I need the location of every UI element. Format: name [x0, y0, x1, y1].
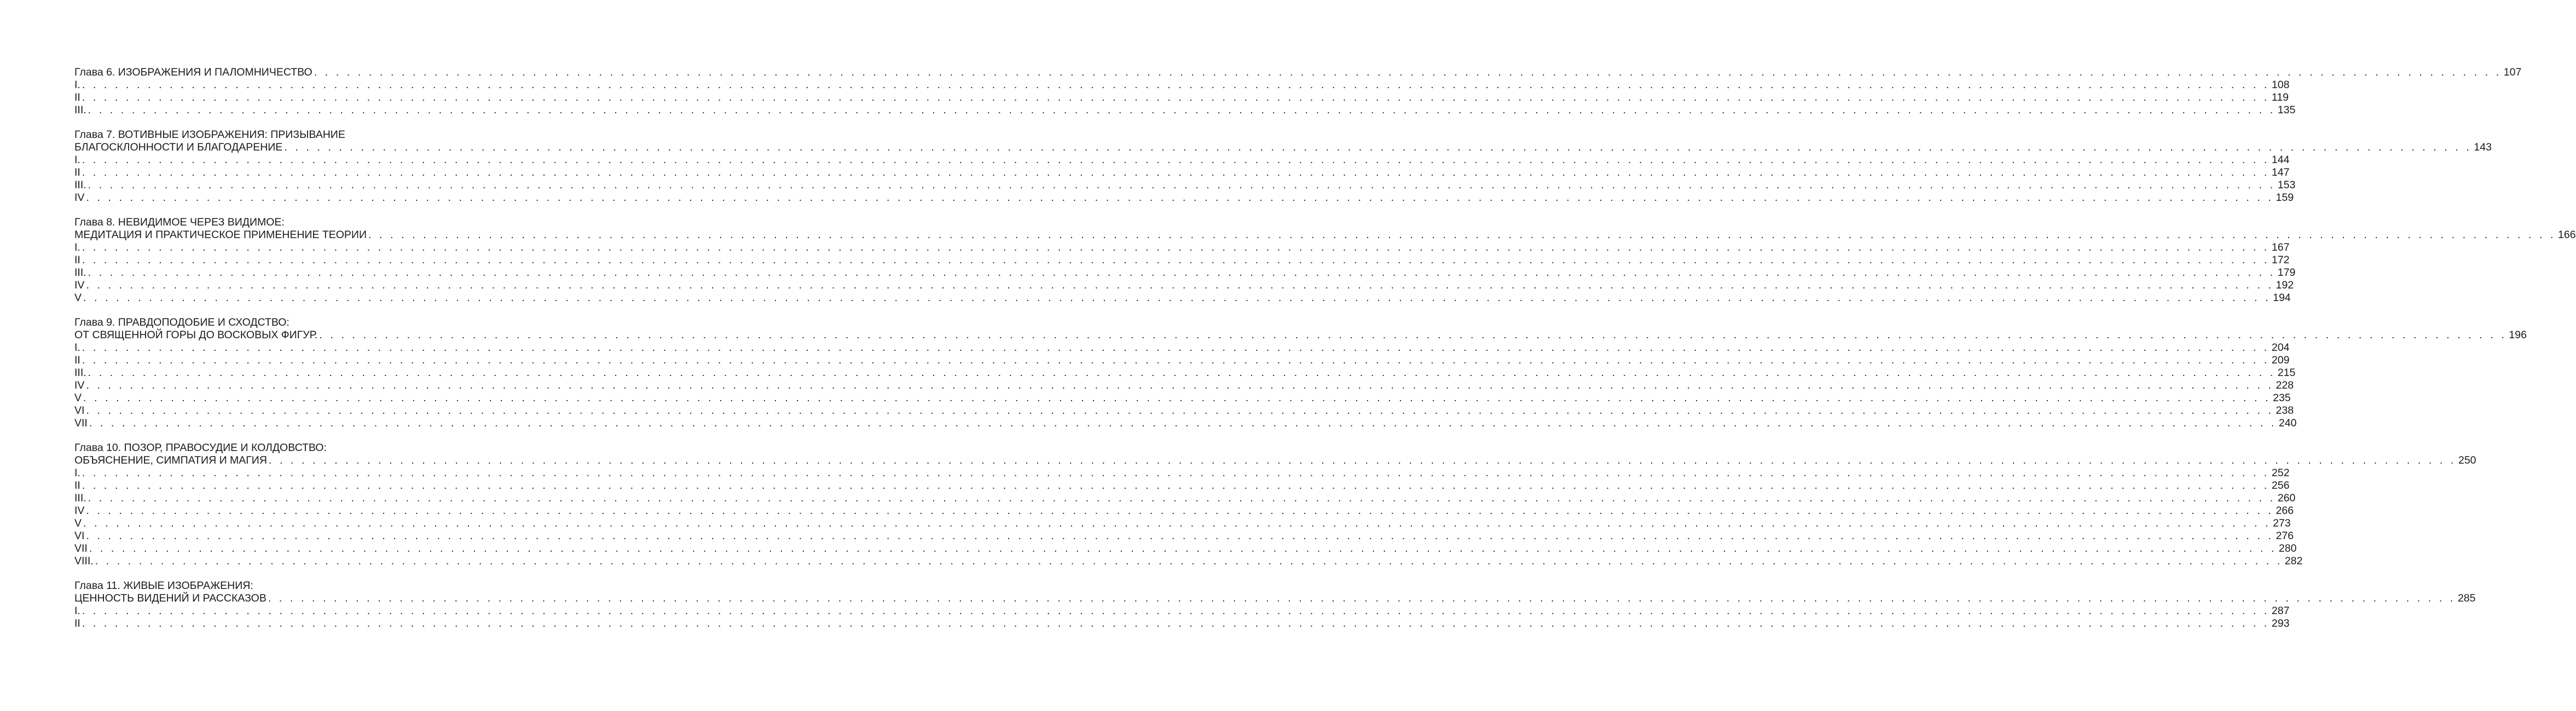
- section-entry: [74, 79, 2290, 91]
- dot-leader: . . . . . . . . . . . . . . . . . . . . . . . . . . . . . . . . . . . . . . . . . . . . . . . . . . . . . . . . . . . . . . . . . . . . . . . . . . . . . . . . . . . . . . . . . . . . . . . . . . . . . . . . . . . . . . . . . . . . . . . . . . . . . . . . . . . . . . . . . . . . . . . . . . . . . . . . . . . . . . . . . . . . . . . . . . . . . . . . . . . . . . . . . . . . . . . . . . . . . . . .: [82, 241, 2270, 253]
- dot-leader: . . . . . . . . . . . . . . . . . . . . . . . . . . . . . . . . . . . . . . . . . . . . . . . . . . . . . . . . . . . . . . . . . . . . . . . . . . . . . . . . . . . . . . . . . . . . . . . . . . . . . . . . . . . . . . . . . . . . . . . . . . . . . . . . . . . . . . . . . . . . . . . . . . . . . . . . . . . . . . . . . . . . . . . . . . . . . . . . . . . . . . . . . . . . . . . . . . . . . . . .: [82, 254, 2270, 266]
- toc-entry-text: ЦЕННОСТЬ ВИДЕНИЙ И РАССКАЗОВ: [74, 592, 267, 604]
- section-entry: [74, 254, 2290, 267]
- page-number: 192: [2276, 279, 2294, 291]
- page-number: 240: [2278, 417, 2297, 429]
- toc-entry-text: VII: [74, 542, 88, 554]
- dot-leader: . . . . . . . . . . . . . . . . . . . . . . . . . . . . . . . . . . . . . . . . . . . . . . . . . . . . . . . . . . . . . . . . . . . . . . . . . . . . . . . . . . . . . . . . . . . . . . . . . . . . . . . . . . . . . . . . . . . . . . . . . . . . . . . . . . . . . . . . . . . . . . . . . . . . . . . . . . . . . . . . . . . . . . . . . . . . . . . . . . . . . . . . . . . . . . . . . . . . . . . .: [86, 404, 2274, 417]
- dot-leader: . . . . . . . . . . . . . . . . . . . . . . . . . . . . . . . . . . . . . . . . . . . . . . . . . . . . . . . . . . . . . . . . . . . . . . . . . . . . . . . . . . . . . . . . . . . . . . . . . . . . . . . . . . . . . . . . . . . . . . . . . . . . . . . . . . . . . . . . . . . . . . . . . . . . . . . . . . . . . . . . . . . . . . . . . . . . . . . . . . . . . . . . . . . . . . . . . . . . . . . .: [86, 192, 2274, 204]
- page-number: 287: [2271, 605, 2290, 617]
- chapter-block: [74, 66, 2522, 117]
- toc-entry-text: V: [74, 517, 82, 529]
- page-number: 252: [2271, 467, 2290, 479]
- toc-entry-text: IV: [74, 279, 85, 291]
- section-entry: [74, 91, 2289, 104]
- chapter-block: [74, 442, 2476, 568]
- toc-entry-text: ОБЪЯСНЕНИЕ, СИМПАТИЯ И МАГИЯ: [74, 454, 267, 466]
- page-number: 204: [2271, 342, 2290, 354]
- dot-leader: . . . . . . . . . . . . . . . . . . . . . . . . . . . . . . . . . . . . . . . . . . . . . . . . . . . . . . . . . . . . . . . . . . . . . . . . . . . . . . . . . . . . . . . . . . . . . . . . . . . . . . . . . . . . . . . . . . . . . . . . . . . . . . . . . . . . . . . . . . . . . . . . . . . . . . . . . . . . . . . . . . . . . . . . . . . . . . . . . . . . . . . . . . . . . . . . . . . . . . . .: [268, 592, 2456, 604]
- page-number: 282: [2284, 555, 2303, 567]
- toc-entry-text: V: [74, 292, 82, 304]
- dot-leader: . . . . . . . . . . . . . . . . . . . . . . . . . . . . . . . . . . . . . . . . . . . . . . . . . . . . . . . . . . . . . . . . . . . . . . . . . . . . . . . . . . . . . . . . . . . . . . . . . . . . . . . . . . . . . . . . . . . . . . . . . . . . . . . . . . . . . . . . . . . . . . . . . . . . . . . . . . . . . . . . . . . . . . . . . . . . . . . . . . . . . . . . . . . . . . . . . . . . . . . .: [86, 279, 2274, 291]
- toc-entry-text: IV: [74, 192, 85, 204]
- dot-leader: . . . . . . . . . . . . . . . . . . . . . . . . . . . . . . . . . . . . . . . . . . . . . . . . . . . . . . . . . . . . . . . . . . . . . . . . . . . . . . . . . . . . . . . . . . . . . . . . . . . . . . . . . . . . . . . . . . . . . . . . . . . . . . . . . . . . . . . . . . . . . . . . . . . . . . . . . . . . . . . . . . . . . . . . . . . . . . . . . . . . . . . . . . . . . . . . . . . . . . . .: [268, 454, 2456, 466]
- page-number: 250: [2458, 454, 2476, 466]
- toc-entry-text: III.: [74, 267, 86, 279]
- toc-entry-text: I.: [74, 241, 80, 253]
- toc-entry-text: V: [74, 392, 82, 404]
- dot-leader: . . . . . . . . . . . . . . . . . . . . . . . . . . . . . . . . . . . . . . . . . . . . . . . . . . . . . . . . . . . . . . . . . . . . . . . . . . . . . . . . . . . . . . . . . . . . . . . . . . . . . . . . . . . . . . . . . . . . . . . . . . . . . . . . . . . . . . . . . . . . . . . . . . . . . . . . . . . . . . . . . . . . . . . . . . . . . . . . . . . . . . . . . . . . . . . . . . . . . . . .: [82, 617, 2270, 629]
- toc-entry-text: III.: [74, 492, 86, 504]
- dot-leader: . . . . . . . . . . . . . . . . . . . . . . . . . . . . . . . . . . . . . . . . . . . . . . . . . . . . . . . . . . . . . . . . . . . . . . . . . . . . . . . . . . . . . . . . . . . . . . . . . . . . . . . . . . . . . . . . . . . . . . . . . . . . . . . . . . . . . . . . . . . . . . . . . . . . . . . . . . . . . . . . . . . . . . . . . . . . . . . . . . . . . . . . . . . . . . . . . . . . . . . .: [82, 479, 2270, 492]
- toc-entry-text: I.: [74, 79, 80, 91]
- toc-entry-text: II: [74, 354, 80, 366]
- chapter-title-line: [74, 141, 2492, 154]
- toc-entry-text: II: [74, 479, 80, 492]
- section-entry: [74, 505, 2294, 517]
- section-entry: [74, 492, 2296, 505]
- dot-leader: . . . . . . . . . . . . . . . . . . . . . . . . . . . . . . . . . . . . . . . . . . . . . . . . . . . . . . . . . . . . . . . . . . . . . . . . . . . . . . . . . . . . . . . . . . . . . . . . . . . . . . . . . . . . . . . . . . . . . . . . . . . . . . . . . . . . . . . . . . . . . . . . . . . . . . . . . . . . . . . . . . . . . . . . . . . . . . . . . . . . . . . . . . . . . . . . . . . . . . . .: [319, 329, 2507, 341]
- section-entry: [74, 279, 2294, 292]
- page-number: 172: [2271, 254, 2290, 266]
- page-number: 119: [2271, 91, 2289, 103]
- page-number: 153: [2277, 179, 2296, 191]
- toc-entry-text: VI: [74, 530, 85, 542]
- page-number: 215: [2277, 367, 2296, 379]
- dot-leader: . . . . . . . . . . . . . . . . . . . . . . . . . . . . . . . . . . . . . . . . . . . . . . . . . . . . . . . . . . . . . . . . . . . . . . . . . . . . . . . . . . . . . . . . . . . . . . . . . . . . . . . . . . . . . . . . . . . . . . . . . . . . . . . . . . . . . . . . . . . . . . . . . . . . . . . . . . . . . . . . . . . . . . . . . . . . . . . . . . . . . . . . . . . . . . . . . . . . . . . .: [83, 292, 2271, 304]
- section-entry: [74, 617, 2290, 630]
- section-entry: [74, 417, 2297, 430]
- dot-leader: . . . . . . . . . . . . . . . . . . . . . . . . . . . . . . . . . . . . . . . . . . . . . . . . . . . . . . . . . . . . . . . . . . . . . . . . . . . . . . . . . . . . . . . . . . . . . . . . . . . . . . . . . . . . . . . . . . . . . . . . . . . . . . . . . . . . . . . . . . . . . . . . . . . . . . . . . . . . . . . . . . . . . . . . . . . . . . . . . . . . . . . . . . . . . . . . . . . . . . . .: [83, 392, 2271, 404]
- dot-leader: . . . . . . . . . . . . . . . . . . . . . . . . . . . . . . . . . . . . . . . . . . . . . . . . . . . . . . . . . . . . . . . . . . . . . . . . . . . . . . . . . . . . . . . . . . . . . . . . . . . . . . . . . . . . . . . . . . . . . . . . . . . . . . . . . . . . . . . . . . . . . . . . . . . . . . . . . . . . . . . . . . . . . . . . . . . . . . . . . . . . . . . . . . . . . . . . . . . . . . . .: [89, 542, 2277, 554]
- chapter-block: [74, 216, 2576, 304]
- toc-entry-text: Глава 9. ПРАВДОПОДОБИЕ И СХОДСТВО:: [74, 316, 290, 328]
- section-entry: [74, 292, 2291, 304]
- section-entry: [74, 166, 2290, 179]
- toc-entry-text: МЕДИТАЦИЯ И ПРАКТИЧЕСКОЕ ПРИМЕНЕНИЕ ТЕОРИИ: [74, 229, 367, 241]
- page-number: 108: [2271, 79, 2290, 91]
- chapter-title-line: [74, 66, 2522, 79]
- page-number: 194: [2273, 292, 2291, 304]
- section-entry: [74, 267, 2296, 279]
- section-entry: [74, 530, 2294, 542]
- page-number: 143: [2474, 141, 2492, 153]
- toc-entry-text: I.: [74, 605, 80, 617]
- dot-leader: . . . . . . . . . . . . . . . . . . . . . . . . . . . . . . . . . . . . . . . . . . . . . . . . . . . . . . . . . . . . . . . . . . . . . . . . . . . . . . . . . . . . . . . . . . . . . . . . . . . . . . . . . . . . . . . . . . . . . . . . . . . . . . . . . . . . . . . . . . . . . . . . . . . . . . . . . . . . . . . . . . . . . . . . . . . . . . . . . . . . . . . . . . . . . . . . . . . . . . . .: [88, 104, 2276, 116]
- dot-leader: . . . . . . . . . . . . . . . . . . . . . . . . . . . . . . . . . . . . . . . . . . . . . . . . . . . . . . . . . . . . . . . . . . . . . . . . . . . . . . . . . . . . . . . . . . . . . . . . . . . . . . . . . . . . . . . . . . . . . . . . . . . . . . . . . . . . . . . . . . . . . . . . . . . . . . . . . . . . . . . . . . . . . . . . . . . . . . . . . . . . . . . . . . . . . . . . . . . . . . . .: [284, 141, 2472, 153]
- section-entry: [74, 555, 2303, 568]
- toc-entry-text: Глава 7. ВОТИВНЫЕ ИЗОБРАЖЕНИЯ: ПРИЗЫВАНИЕ: [74, 129, 345, 141]
- toc-entry-text: Глава 11. ЖИВЫЕ ИЗОБРАЖЕНИЯ:: [74, 580, 253, 592]
- page-number: 228: [2276, 379, 2294, 391]
- page-number: 276: [2276, 530, 2294, 542]
- page-number: 196: [2509, 329, 2527, 341]
- dot-leader: . . . . . . . . . . . . . . . . . . . . . . . . . . . . . . . . . . . . . . . . . . . . . . . . . . . . . . . . . . . . . . . . . . . . . . . . . . . . . . . . . . . . . . . . . . . . . . . . . . . . . . . . . . . . . . . . . . . . . . . . . . . . . . . . . . . . . . . . . . . . . . . . . . . . . . . . . . . . . . . . . . . . . . . . . . . . . . . . . . . . . . . . . . . . . . . . . . . . . . . .: [82, 166, 2270, 178]
- chapter-title-line: [74, 129, 479, 141]
- page-number: 179: [2277, 267, 2296, 279]
- page-number: 107: [2503, 66, 2522, 78]
- chapter-title-line: [74, 229, 2576, 241]
- page-number: 285: [2457, 592, 2476, 604]
- page-number: 266: [2276, 505, 2294, 517]
- dot-leader: . . . . . . . . . . . . . . . . . . . . . . . . . . . . . . . . . . . . . . . . . . . . . . . . . . . . . . . . . . . . . . . . . . . . . . . . . . . . . . . . . . . . . . . . . . . . . . . . . . . . . . . . . . . . . . . . . . . . . . . . . . . . . . . . . . . . . . . . . . . . . . . . . . . . . . . . . . . . . . . . . . . . . . . . . . . . . . . . . . . . . . . . . . . . . . . . . . . . . . . .: [88, 267, 2276, 279]
- dot-leader: . . . . . . . . . . . . . . . . . . . . . . . . . . . . . . . . . . . . . . . . . . . . . . . . . . . . . . . . . . . . . . . . . . . . . . . . . . . . . . . . . . . . . . . . . . . . . . . . . . . . . . . . . . . . . . . . . . . . . . . . . . . . . . . . . . . . . . . . . . . . . . . . . . . . . . . . . . . . . . . . . . . . . . . . . . . . . . . . . . . . . . . . . . . . . . . . . . . . . . . .: [82, 154, 2270, 166]
- section-entry: [74, 367, 2296, 379]
- toc-entry-text: II: [74, 617, 80, 629]
- chapter-title-line: [74, 442, 479, 454]
- section-entry: [74, 517, 2291, 530]
- dot-leader: . . . . . . . . . . . . . . . . . . . . . . . . . . . . . . . . . . . . . . . . . . . . . . . . . . . . . . . . . . . . . . . . . . . . . . . . . . . . . . . . . . . . . . . . . . . . . . . . . . . . . . . . . . . . . . . . . . . . . . . . . . . . . . . . . . . . . . . . . . . . . . . . . . . . . . . . . . . . . . . . . . . . . . . . . . . . . . . . . . . . . . . . . . . . . . . . . . . . . . . .: [88, 492, 2276, 504]
- section-entry: [74, 404, 2294, 417]
- chapter-title-line: [74, 454, 2476, 467]
- section-entry: [74, 192, 2294, 204]
- chapter-block: [74, 316, 2527, 430]
- toc-entry-text: IV: [74, 505, 85, 517]
- dot-leader: . . . . . . . . . . . . . . . . . . . . . . . . . . . . . . . . . . . . . . . . . . . . . . . . . . . . . . . . . . . . . . . . . . . . . . . . . . . . . . . . . . . . . . . . . . . . . . . . . . . . . . . . . . . . . . . . . . . . . . . . . . . . . . . . . . . . . . . . . . . . . . . . . . . . . . . . . . . . . . . . . . . . . . . . . . . . . . . . . . . . . . . . . . . . . . . . . . . . . . . .: [82, 342, 2270, 354]
- dot-leader: . . . . . . . . . . . . . . . . . . . . . . . . . . . . . . . . . . . . . . . . . . . . . . . . . . . . . . . . . . . . . . . . . . . . . . . . . . . . . . . . . . . . . . . . . . . . . . . . . . . . . . . . . . . . . . . . . . . . . . . . . . . . . . . . . . . . . . . . . . . . . . . . . . . . . . . . . . . . . . . . . . . . . . . . . . . . . . . . . . . . . . . . . . . . . . . . . . . . . . . .: [88, 367, 2276, 379]
- dot-leader: . . . . . . . . . . . . . . . . . . . . . . . . . . . . . . . . . . . . . . . . . . . . . . . . . . . . . . . . . . . . . . . . . . . . . . . . . . . . . . . . . . . . . . . . . . . . . . . . . . . . . . . . . . . . . . . . . . . . . . . . . . . . . . . . . . . . . . . . . . . . . . . . . . . . . . . . . . . . . . . . . . . . . . . . . . . . . . . . . . . . . . . . . . . . . . . . . . . . . . . .: [88, 179, 2276, 191]
- page-number: 273: [2273, 517, 2291, 529]
- section-entry: [74, 104, 2296, 117]
- chapter-block: [74, 129, 2492, 204]
- section-entry: [74, 241, 2290, 254]
- toc-entry-text: III.: [74, 179, 86, 191]
- page-number: 260: [2277, 492, 2296, 504]
- dot-leader: . . . . . . . . . . . . . . . . . . . . . . . . . . . . . . . . . . . . . . . . . . . . . . . . . . . . . . . . . . . . . . . . . . . . . . . . . . . . . . . . . . . . . . . . . . . . . . . . . . . . . . . . . . . . . . . . . . . . . . . . . . . . . . . . . . . . . . . . . . . . . . . . . . . . . . . . . . . . . . . . . . . . . . . . . . . . . . . . . . . . . . . . . . . . . . . . . . . . . . . .: [86, 505, 2274, 517]
- toc-entry-text: II: [74, 254, 80, 266]
- page-number: 209: [2271, 354, 2290, 366]
- page-number: 238: [2276, 404, 2294, 417]
- section-entry: [74, 479, 2290, 492]
- page-number: 144: [2271, 154, 2290, 166]
- page-number: 256: [2271, 479, 2290, 492]
- dot-leader: . . . . . . . . . . . . . . . . . . . . . . . . . . . . . . . . . . . . . . . . . . . . . . . . . . . . . . . . . . . . . . . . . . . . . . . . . . . . . . . . . . . . . . . . . . . . . . . . . . . . . . . . . . . . . . . . . . . . . . . . . . . . . . . . . . . . . . . . . . . . . . . . . . . . . . . . . . . . . . . . . . . . . . . . . . . . . . . . . . . . . . . . . . . . . . . . . . . . . . . .: [86, 379, 2274, 391]
- section-entry: [74, 467, 2290, 479]
- dot-leader: . . . . . . . . . . . . . . . . . . . . . . . . . . . . . . . . . . . . . . . . . . . . . . . . . . . . . . . . . . . . . . . . . . . . . . . . . . . . . . . . . . . . . . . . . . . . . . . . . . . . . . . . . . . . . . . . . . . . . . . . . . . . . . . . . . . . . . . . . . . . . . . . . . . . . . . . . . . . . . . . . . . . . . . . . . . . . . . . . . . . . . . . . . . . . . . . . . . . . . . .: [83, 517, 2271, 529]
- section-entry: [74, 542, 2297, 555]
- section-entry: [74, 154, 2290, 166]
- dot-leader: . . . . . . . . . . . . . . . . . . . . . . . . . . . . . . . . . . . . . . . . . . . . . . . . . . . . . . . . . . . . . . . . . . . . . . . . . . . . . . . . . . . . . . . . . . . . . . . . . . . . . . . . . . . . . . . . . . . . . . . . . . . . . . . . . . . . . . . . . . . . . . . . . . . . . . . . . . . . . . . . . . . . . . . . . . . . . . . . . . . . . . . . . . . . . . . . . . . . . . . .: [86, 530, 2274, 542]
- page-number: 166: [2558, 229, 2576, 241]
- dot-leader: . . . . . . . . . . . . . . . . . . . . . . . . . . . . . . . . . . . . . . . . . . . . . . . . . . . . . . . . . . . . . . . . . . . . . . . . . . . . . . . . . . . . . . . . . . . . . . . . . . . . . . . . . . . . . . . . . . . . . . . . . . . . . . . . . . . . . . . . . . . . . . . . . . . . . . . . . . . . . . . . . . . . . . . . . . . . . . . . . . . . . . . . . . . . . . . . . . . . . . . .: [89, 417, 2277, 429]
- dot-leader: . . . . . . . . . . . . . . . . . . . . . . . . . . . . . . . . . . . . . . . . . . . . . . . . . . . . . . . . . . . . . . . . . . . . . . . . . . . . . . . . . . . . . . . . . . . . . . . . . . . . . . . . . . . . . . . . . . . . . . . . . . . . . . . . . . . . . . . . . . . . . . . . . . . . . . . . . . . . . . . . . . . . . . . . . . . . . . . . . . . . . . . . . . . . . . . . . . . . . . . .: [82, 605, 2270, 617]
- dot-leader: . . . . . . . . . . . . . . . . . . . . . . . . . . . . . . . . . . . . . . . . . . . . . . . . . . . . . . . . . . . . . . . . . . . . . . . . . . . . . . . . . . . . . . . . . . . . . . . . . . . . . . . . . . . . . . . . . . . . . . . . . . . . . . . . . . . . . . . . . . . . . . . . . . . . . . . . . . . . . . . . . . . . . . . . . . . . . . . . . . . . . . . . . . . . . . . . . . . . . . . .: [82, 467, 2270, 479]
- chapter-title-line: [74, 592, 2476, 605]
- page-number: 135: [2277, 104, 2296, 116]
- page-number: 159: [2276, 192, 2294, 204]
- dot-leader: . . . . . . . . . . . . . . . . . . . . . . . . . . . . . . . . . . . . . . . . . . . . . . . . . . . . . . . . . . . . . . . . . . . . . . . . . . . . . . . . . . . . . . . . . . . . . . . . . . . . . . . . . . . . . . . . . . . . . . . . . . . . . . . . . . . . . . . . . . . . . . . . . . . . . . . . . . . . . . . . . . . . . . . . . . . . . . . . . . . . . . . . . . . . . . . . . . . . . . . .: [82, 79, 2270, 91]
- dot-leader: . . . . . . . . . . . . . . . . . . . . . . . . . . . . . . . . . . . . . . . . . . . . . . . . . . . . . . . . . . . . . . . . . . . . . . . . . . . . . . . . . . . . . . . . . . . . . . . . . . . . . . . . . . . . . . . . . . . . . . . . . . . . . . . . . . . . . . . . . . . . . . . . . . . . . . . . . . . . . . . . . . . . . . . . . . . . . . . . . . . . . . . . . . . . . . . . . . . . . . . .: [82, 91, 2270, 103]
- page-number: 147: [2271, 166, 2290, 178]
- toc-entry-text: Глава 6. ИЗОБРАЖЕНИЯ И ПАЛОМНИЧЕСТВО: [74, 66, 312, 78]
- toc-entry-text: VI: [74, 404, 85, 417]
- section-entry: [74, 379, 2294, 392]
- toc-entry-text: Глава 10. ПОЗОР, ПРАВОСУДИЕ И КОЛДОВСТВО:: [74, 442, 327, 454]
- page-number: 293: [2271, 617, 2290, 629]
- chapter-block: [74, 580, 2476, 630]
- toc-entry-text: VII: [74, 417, 88, 429]
- toc-entry-text: VIII.: [74, 555, 94, 567]
- toc-entry-text: ОТ СВЯЩЕННОЙ ГОРЫ ДО ВОСКОВЫХ ФИГУР.: [74, 329, 318, 341]
- dot-leader: . . . . . . . . . . . . . . . . . . . . . . . . . . . . . . . . . . . . . . . . . . . . . . . . . . . . . . . . . . . . . . . . . . . . . . . . . . . . . . . . . . . . . . . . . . . . . . . . . . . . . . . . . . . . . . . . . . . . . . . . . . . . . . . . . . . . . . . . . . . . . . . . . . . . . . . . . . . . . . . . . . . . . . . . . . . . . . . . . . . . . . . . . . . . . . . . . . . . . . . .: [368, 229, 2556, 241]
- section-entry: [74, 179, 2296, 192]
- page-number: 280: [2278, 542, 2297, 554]
- chapter-title-line: [74, 316, 479, 329]
- toc-entry-text: I.: [74, 467, 80, 479]
- section-entry: [74, 342, 2290, 354]
- dot-leader: . . . . . . . . . . . . . . . . . . . . . . . . . . . . . . . . . . . . . . . . . . . . . . . . . . . . . . . . . . . . . . . . . . . . . . . . . . . . . . . . . . . . . . . . . . . . . . . . . . . . . . . . . . . . . . . . . . . . . . . . . . . . . . . . . . . . . . . . . . . . . . . . . . . . . . . . . . . . . . . . . . . . . . . . . . . . . . . . . . . . . . . . . . . . . . . . . . . . . . . .: [314, 66, 2502, 78]
- toc-entry-text: I.: [74, 154, 80, 166]
- chapter-title-line: [74, 580, 479, 592]
- toc-entry-text: IV: [74, 379, 85, 391]
- section-entry: [74, 354, 2290, 367]
- toc-entry-text: II: [74, 166, 80, 178]
- chapter-title-line: [74, 329, 2527, 342]
- toc-entry-text: I.: [74, 342, 80, 354]
- toc-entry-text: III.: [74, 367, 86, 379]
- toc-entry-text: БЛАГОСКЛОННОСТИ И БЛАГОДАРЕНИЕ: [74, 141, 283, 153]
- page-number: 167: [2271, 241, 2290, 253]
- toc-entry-text: III.: [74, 104, 86, 116]
- chapter-title-line: [74, 216, 479, 229]
- page-number: 235: [2273, 392, 2291, 404]
- toc-entry-text: Глава 8. НЕВИДИМОЕ ЧЕРЕЗ ВИДИМОЕ:: [74, 216, 285, 228]
- dot-leader: . . . . . . . . . . . . . . . . . . . . . . . . . . . . . . . . . . . . . . . . . . . . . . . . . . . . . . . . . . . . . . . . . . . . . . . . . . . . . . . . . . . . . . . . . . . . . . . . . . . . . . . . . . . . . . . . . . . . . . . . . . . . . . . . . . . . . . . . . . . . . . . . . . . . . . . . . . . . . . . . . . . . . . . . . . . . . . . . . . . . . . . . . . . . . . . . . . . . . . . .: [95, 555, 2283, 567]
- section-entry: [74, 392, 2291, 404]
- toc-entry-text: II: [74, 91, 80, 103]
- dot-leader: . . . . . . . . . . . . . . . . . . . . . . . . . . . . . . . . . . . . . . . . . . . . . . . . . . . . . . . . . . . . . . . . . . . . . . . . . . . . . . . . . . . . . . . . . . . . . . . . . . . . . . . . . . . . . . . . . . . . . . . . . . . . . . . . . . . . . . . . . . . . . . . . . . . . . . . . . . . . . . . . . . . . . . . . . . . . . . . . . . . . . . . . . . . . . . . . . . . . . . . .: [82, 354, 2270, 366]
- section-entry: [74, 605, 2290, 617]
- table-of-contents: [74, 66, 2576, 642]
